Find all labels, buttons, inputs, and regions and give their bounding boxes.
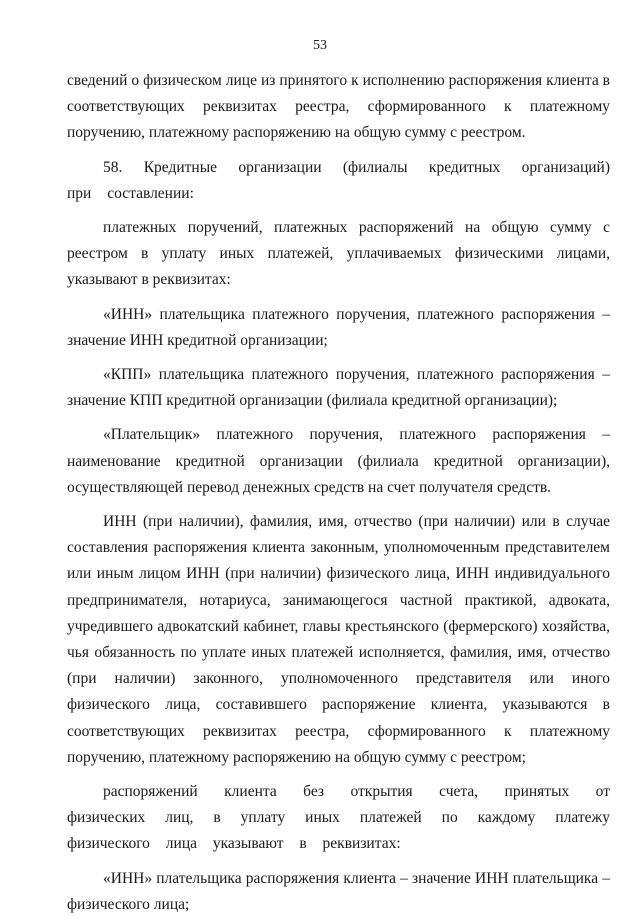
paragraph: распоряжений клиента без открытия счета, принятых от физических лиц, в уплату иных платежей по каждому платежу физического лица указывают в реквизитах: [67, 783, 610, 853]
paragraph: ИНН (при наличии), фамилия, имя, отчество (при наличии) или в случае составления распоряжения клиента законным, уполномоченным представителем или иным лицом ИНН (при наличии) физического лица, ИНН индивидуального предпринимателя, нотариуса, занимающегося частной практикой, адвоката, учредившего адвокатский кабинет, главы крестьянского (фермерского) хозяйства, чья обязанность по уплате иных платежей исполняется, фамилия, имя, отчество (при наличии) законного, уполномоченного представителя или иного физического лица, составившего распоряжение клиента, указываются в соответствующих реквизитах реестра, сформированного к платежному поручению, платежному распоряжению на общую сумму с реестром; [67, 513, 610, 766]
page-number: 53 [313, 38, 327, 53]
paragraph: сведений о физическом лице из принятого к исполнению распоряжения клиента в соответствующих реквизитах реестра, сформированного к платежному поручению, платежному распоряжению на общую сумму с реестром. [67, 72, 610, 142]
paragraph: платежных поручений, платежных распоряжений на общую сумму с реестром в уплату иных платежей, уплачиваемых физическими лицами, указывают в реквизитах: [67, 219, 610, 289]
paragraph: «Плательщик» платежного поручения, платежного распоряжения – наименование кредитной организации (филиала кредитной организации), осуществляющей перевод денежных средств на счет получателя средств. [67, 426, 610, 496]
paragraph: «КПП» плательщика платежного поручения, платежного распоряжения – значение КПП кредитной организации (филиала кредитной организации); [67, 366, 610, 410]
document-body [67, 68, 610, 918]
paragraph-section-58: 58. Кредитные организации (филиалы кредитных организаций) при составлении: [67, 158, 610, 202]
paragraph: «ИНН» плательщика платежного поручения, платежного распоряжения – значение ИНН кредитной организации; [67, 305, 610, 349]
paragraph: «ИНН» плательщика распоряжения клиента – значение ИНН плательщика – физического лица; [67, 869, 610, 913]
